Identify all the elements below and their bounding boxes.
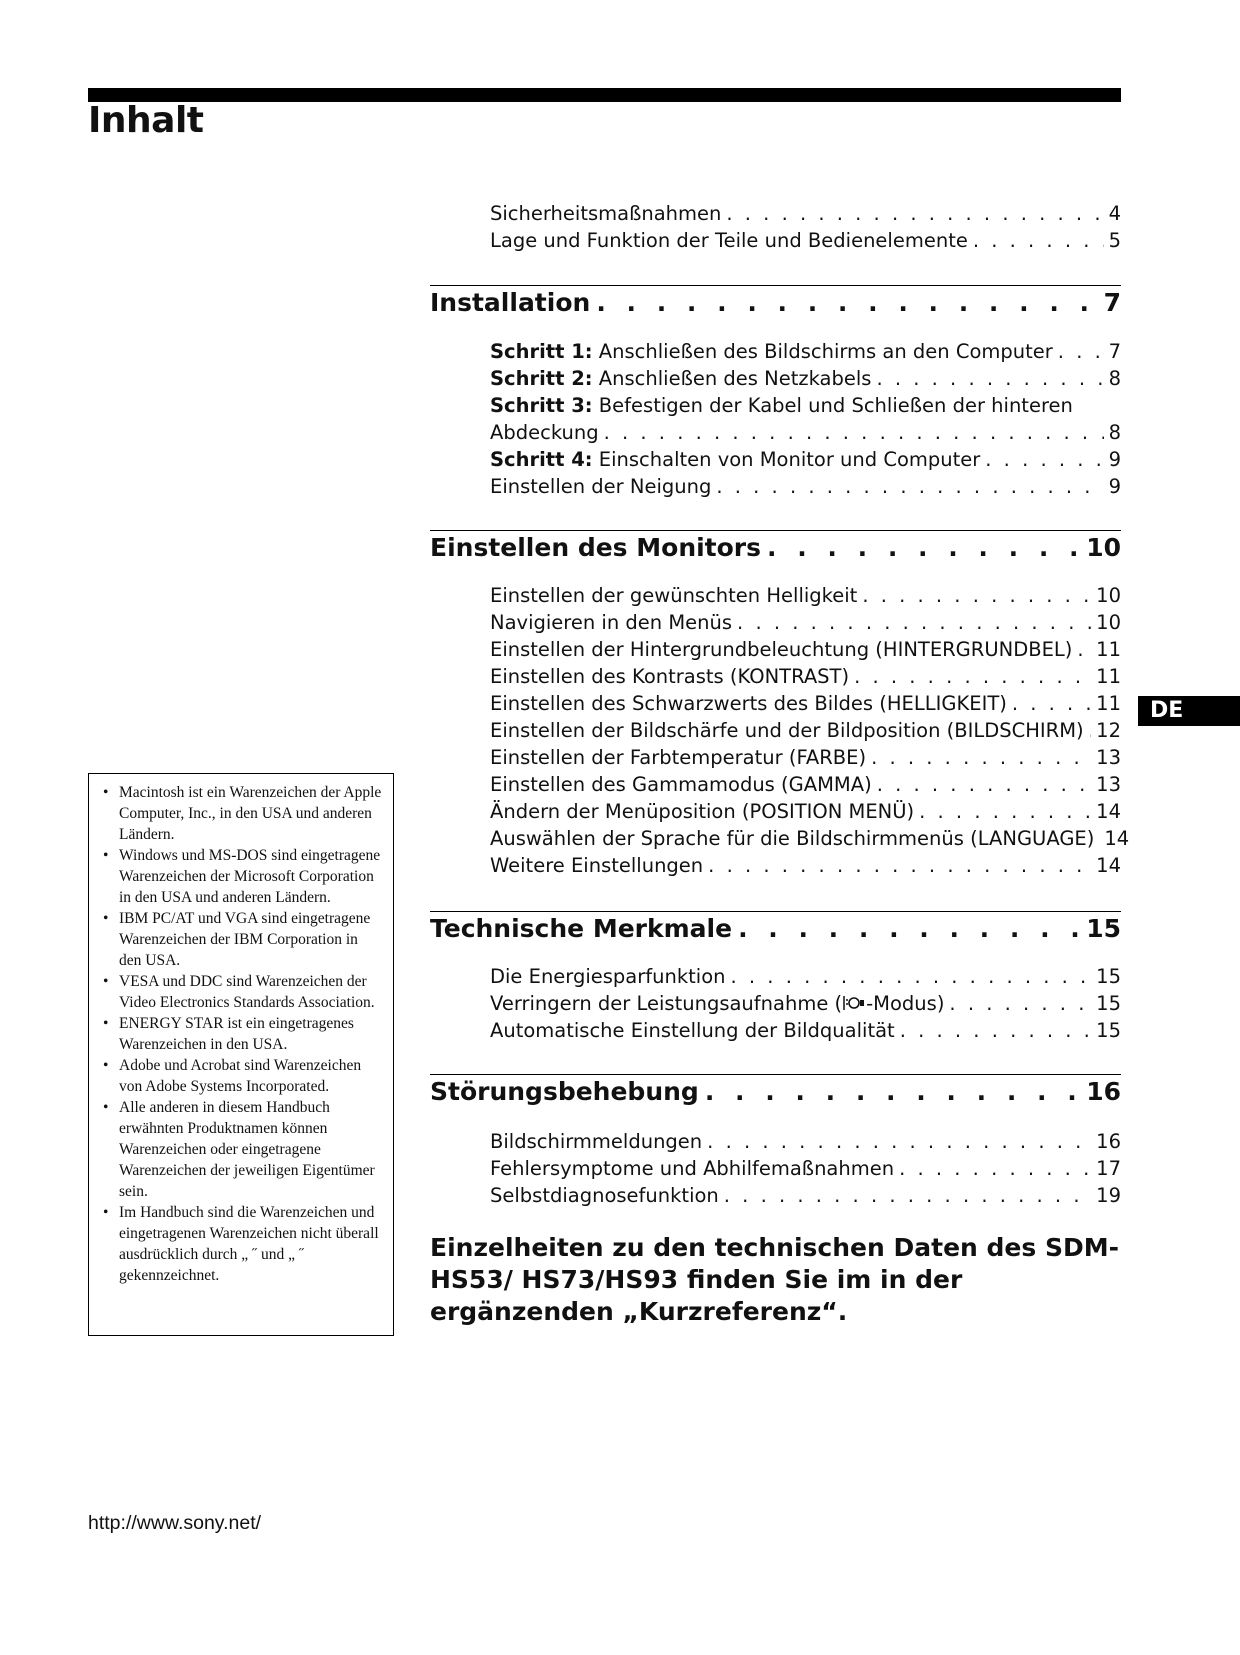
toc-entry[interactable] xyxy=(490,744,1121,771)
page-number: 5 xyxy=(1108,229,1121,252)
entry-label: Einstellen der Neigung xyxy=(490,475,712,498)
page-number: 15 xyxy=(1096,1019,1121,1042)
page-number: 9 xyxy=(1108,448,1121,471)
page-number: 8 xyxy=(1108,421,1121,444)
entry-label: Abdeckung xyxy=(490,421,599,444)
entry-label: Fehlersymptome und Abhilfemaßnahmen xyxy=(490,1157,895,1180)
page-number: 13 xyxy=(1096,746,1121,769)
language-tab: DE xyxy=(1138,696,1240,726)
toc-entry[interactable] xyxy=(490,717,1121,744)
entry-label: Einstellen der Hintergrundbeleuchtung (HINTERGRUNDBEL) xyxy=(490,638,1073,661)
trademark-item: • VESA und DDC sind Warenzeichen der Video Electronics Standards Association. xyxy=(101,971,383,1013)
toc-entry[interactable] xyxy=(490,1017,1121,1044)
toc-entry[interactable] xyxy=(490,852,1121,879)
toc-entry[interactable] xyxy=(490,963,1121,990)
entry-label: Einstellen des Gammamodus (GAMMA) xyxy=(490,773,872,796)
entry-label: Einstellen der Farbtemperatur (FARBE) xyxy=(490,746,867,769)
trademark-list xyxy=(101,782,383,1286)
page-number: 11 xyxy=(1096,665,1121,688)
page-number: 4 xyxy=(1108,202,1121,225)
toc-entry[interactable] xyxy=(490,200,1121,227)
dot-leader xyxy=(1077,636,1091,663)
dot-leader xyxy=(726,200,1103,227)
dot-leader xyxy=(1012,690,1091,717)
entry-label: Sicherheitsmaßnahmen xyxy=(490,202,722,225)
trademark-item: • Macintosh ist ein Warenzeichen der Apple Computer, Inc., in den USA und anderen Ländern. xyxy=(101,782,383,845)
trademark-item: • ENERGY STAR ist ein eingetragenes Warenzeichen in den USA. xyxy=(101,1013,383,1055)
toc-entry[interactable] xyxy=(490,1128,1121,1155)
dot-leader xyxy=(854,663,1091,690)
dot-leader xyxy=(737,609,1091,636)
page-number: 17 xyxy=(1096,1157,1121,1180)
toc-entry[interactable] xyxy=(490,690,1121,717)
dot-leader xyxy=(767,531,1080,565)
entry-label: Schritt 2: Anschließen des Netzkabels xyxy=(490,367,872,390)
entry-label: Schritt 4: Einschalten von Monitor und Computer xyxy=(490,448,981,471)
closing-note: Einzelheiten zu den technischen Daten des SDM-HS53/ HS73/HS93 finden Sie im in der ergänzenden „Kurzreferenz“. xyxy=(430,1233,1119,1326)
trademark-box xyxy=(88,773,394,1336)
toc-entry[interactable] xyxy=(490,609,1121,636)
entry-label: Die Energiesparfunktion xyxy=(490,965,726,988)
entry-label: Einstellen der gewünschten Helligkeit xyxy=(490,584,858,607)
dot-leader xyxy=(596,286,1097,320)
section-heading-installation[interactable]: Installation . . . 7 xyxy=(430,286,1121,320)
trademark-item: • IBM PC/AT und VGA sind eingetragene Warenzeichen der IBM Corporation in den USA. xyxy=(101,908,383,971)
entry-label: Navigieren in den Menüs xyxy=(490,611,733,634)
toc-entry[interactable] xyxy=(490,227,1121,254)
dot-leader xyxy=(716,473,1103,500)
dot-leader xyxy=(1089,717,1092,744)
page-title: Inhalt xyxy=(88,100,204,141)
dot-leader xyxy=(738,912,1080,946)
entry-label: Schritt 1: Anschließen des Bildschirms an den Computer xyxy=(490,340,1053,363)
toc-entry[interactable] xyxy=(490,825,1130,852)
section-heading-features[interactable]: Technische Merkmale . . . 15 xyxy=(430,912,1121,946)
toc-entry[interactable] xyxy=(490,365,1121,392)
dot-leader xyxy=(899,1155,1091,1182)
toc-entry[interactable] xyxy=(490,582,1121,609)
dot-leader xyxy=(1058,338,1104,365)
toc-entry[interactable] xyxy=(490,419,1121,446)
dot-leader xyxy=(731,963,1092,990)
footer-url[interactable]: http://www.sony.net/ xyxy=(88,1512,262,1534)
dot-leader xyxy=(604,419,1104,446)
trademark-item: • Windows und MS-DOS sind eingetragene Warenzeichen der Microsoft Corporation in den USA und anderen Ländern. xyxy=(101,845,383,908)
entry-label: Weitere Einstellungen xyxy=(490,854,704,877)
section-heading-monitor[interactable]: Einstellen des Monitors . . . 10 xyxy=(430,531,1121,565)
entry-label: Einstellen des Schwarzwerts des Bildes (HELLIGKEIT) xyxy=(490,692,1007,715)
page-number: 11 xyxy=(1096,692,1121,715)
entry-label: Lage und Funktion der Teile und Bedienelemente xyxy=(490,229,968,252)
toc-entry[interactable] xyxy=(490,1155,1121,1182)
toc-entry[interactable] xyxy=(490,798,1121,825)
page-number: 14 xyxy=(1096,854,1121,877)
entry-label: Auswählen der Sprache für die Bildschirmmenüs (LANGUAGE) xyxy=(490,827,1095,850)
dot-leader xyxy=(708,852,1091,879)
page-number: 14 xyxy=(1096,800,1121,823)
entry-label: Einstellen der Bildschärfe und der Bildposition (BILDSCHIRM) xyxy=(490,719,1084,742)
toc-entry-line[interactable]: Schritt 3: Befestigen der Kabel und Schließen der hinteren xyxy=(490,394,1073,417)
toc-entry[interactable] xyxy=(490,636,1121,663)
top-rule xyxy=(88,88,1121,102)
toc-entry[interactable] xyxy=(490,338,1121,365)
toc-entry[interactable] xyxy=(490,1182,1121,1209)
dot-leader xyxy=(707,1128,1091,1155)
page-number: 19 xyxy=(1096,1184,1121,1207)
power-saving-icon xyxy=(842,992,866,1019)
toc-entry[interactable] xyxy=(490,990,1121,1019)
page-number: 14 xyxy=(1104,827,1130,850)
entry-label: Bildschirmmeldungen xyxy=(490,1130,703,1153)
page-number: 8 xyxy=(1108,367,1121,390)
toc-entry[interactable] xyxy=(490,473,1121,500)
entry-label: Automatische Einstellung der Bildqualität xyxy=(490,1019,895,1042)
trademark-item: • Alle anderen in diesem Handbuch erwähnten Produktnamen können Warenzeichen oder eingetragene Warenzeichen der jeweiligen Eigentümer sein. xyxy=(101,1097,383,1202)
page-number: 15 xyxy=(1096,965,1121,988)
toc-entry[interactable] xyxy=(490,446,1121,473)
trademark-item: • Adobe und Acrobat sind Warenzeichen von Adobe Systems Incorporated. xyxy=(101,1055,383,1097)
toc-entry[interactable] xyxy=(490,771,1121,798)
page-number: 9 xyxy=(1108,475,1121,498)
entry-label: Selbstdiagnosefunktion xyxy=(490,1184,719,1207)
dot-leader xyxy=(985,446,1103,473)
page-number: 12 xyxy=(1096,719,1121,742)
dot-leader xyxy=(919,798,1091,825)
dot-leader xyxy=(705,1075,1080,1109)
entry-label: Einstellen des Kontrasts (KONTRAST) xyxy=(490,665,850,688)
page-number: 15 xyxy=(1096,992,1121,1015)
entry-label: Verringern der Leistungsaufnahme ( -Modus) xyxy=(490,990,944,1019)
trademark-item: • Im Handbuch sind die Warenzeichen und eingetragenen Warenzeichen nicht überall ausdrücklich durch „ ˝ und „ ˝ gekennzeichnet. xyxy=(101,1202,383,1286)
page-number: 11 xyxy=(1096,638,1121,661)
page-number: 13 xyxy=(1096,773,1121,796)
dot-leader xyxy=(876,365,1103,392)
dot-leader xyxy=(900,1017,1091,1044)
section-heading-troubleshooting[interactable]: Störungsbehebung . . . 16 xyxy=(430,1075,1121,1109)
entry-label: Ändern der Menüposition (POSITION MENÜ) xyxy=(490,800,915,823)
page-number: 10 xyxy=(1096,611,1121,634)
dot-leader xyxy=(973,227,1104,254)
dot-leader xyxy=(871,744,1091,771)
dot-leader xyxy=(877,771,1091,798)
page-number: 16 xyxy=(1096,1130,1121,1153)
page-number: 7 xyxy=(1108,340,1121,363)
toc-entry[interactable] xyxy=(490,663,1121,690)
page-number: 10 xyxy=(1096,584,1121,607)
dot-leader xyxy=(862,582,1091,609)
dot-leader xyxy=(724,1182,1091,1209)
dot-leader xyxy=(949,990,1091,1017)
